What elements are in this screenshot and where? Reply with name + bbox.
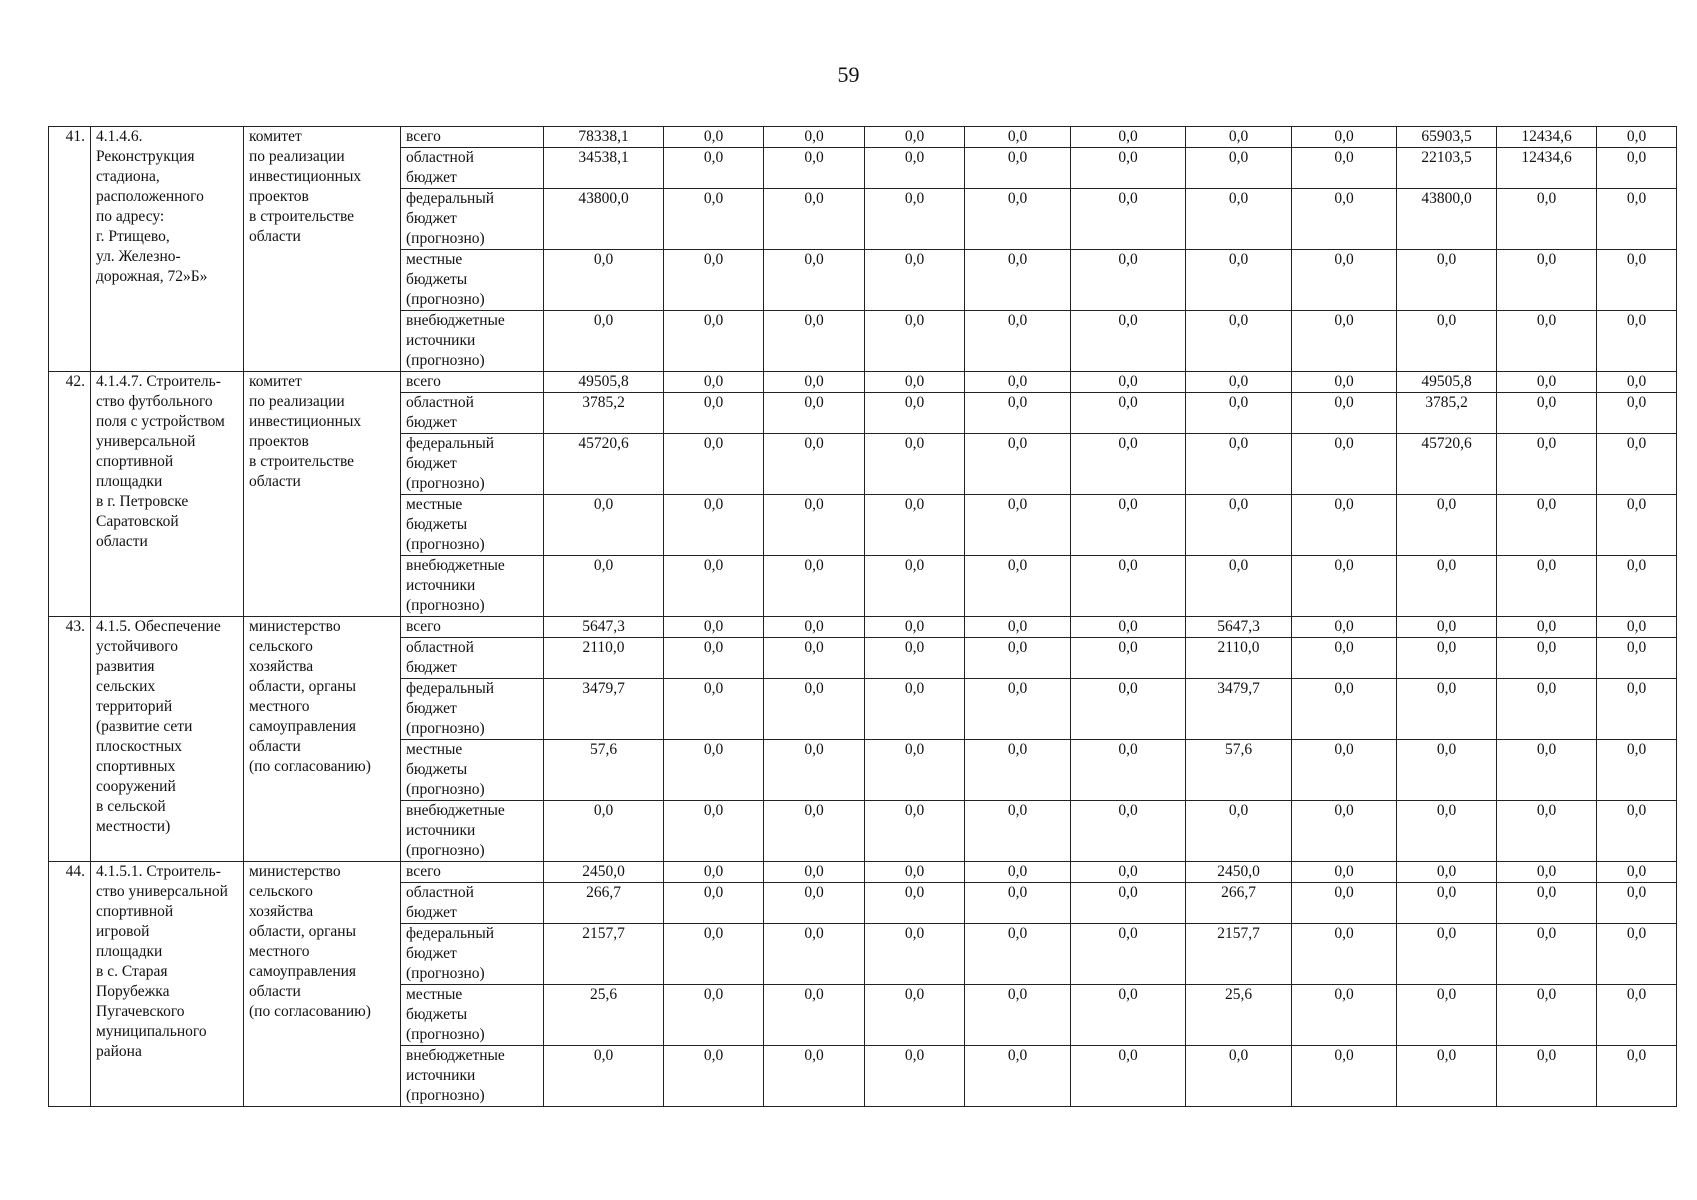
amount-cell: 0,0 <box>1597 740 1677 801</box>
amount-cell: 0,0 <box>1292 1046 1397 1107</box>
amount-cell: 0,0 <box>764 679 865 740</box>
amount-cell: 0,0 <box>1292 189 1397 250</box>
amount-cell: 0,0 <box>865 801 965 862</box>
amount-cell: 0,0 <box>664 679 764 740</box>
amount-cell: 2450,0 <box>1186 862 1292 883</box>
amount-cell: 2450,0 <box>544 862 664 883</box>
amount-cell: 0,0 <box>1292 638 1397 679</box>
amount-cell: 0,0 <box>664 638 764 679</box>
amount-cell: 0,0 <box>1397 924 1497 985</box>
funding-source: федеральный бюджет (прогнозно) <box>401 679 544 740</box>
amount-cell: 22103,5 <box>1397 148 1497 189</box>
amount-cell: 43800,0 <box>1397 189 1497 250</box>
amount-cell: 0,0 <box>1597 862 1677 883</box>
amount-cell: 0,0 <box>1186 148 1292 189</box>
amount-cell: 0,0 <box>865 393 965 434</box>
amount-cell: 0,0 <box>865 127 965 148</box>
amount-cell: 0,0 <box>664 495 764 556</box>
amount-cell: 0,0 <box>965 924 1071 985</box>
amount-cell: 0,0 <box>1597 556 1677 617</box>
amount-cell: 0,0 <box>764 801 865 862</box>
funding-source: местные бюджеты (прогнозно) <box>401 740 544 801</box>
funding-source: федеральный бюджет (прогнозно) <box>401 434 544 495</box>
amount-cell: 0,0 <box>865 495 965 556</box>
funding-source: всего <box>401 617 544 638</box>
amount-cell: 0,0 <box>1597 679 1677 740</box>
amount-cell: 0,0 <box>865 679 965 740</box>
amount-cell: 25,6 <box>544 985 664 1046</box>
amount-cell: 0,0 <box>965 393 1071 434</box>
amount-cell: 0,0 <box>764 924 865 985</box>
financing-table <box>48 126 1677 1107</box>
amount-cell: 0,0 <box>1497 740 1597 801</box>
table-body <box>49 127 1677 1107</box>
amount-cell: 0,0 <box>1497 924 1597 985</box>
amount-cell: 0,0 <box>1292 495 1397 556</box>
funding-source: всего <box>401 127 544 148</box>
funding-source: местные бюджеты (прогнозно) <box>401 985 544 1046</box>
amount-cell: 0,0 <box>1497 985 1597 1046</box>
amount-cell: 3479,7 <box>1186 679 1292 740</box>
amount-cell: 0,0 <box>1497 250 1597 311</box>
amount-cell: 0,0 <box>1186 311 1292 372</box>
amount-cell: 0,0 <box>1497 801 1597 862</box>
funding-source: областной бюджет <box>401 393 544 434</box>
amount-cell: 0,0 <box>544 495 664 556</box>
amount-cell: 0,0 <box>664 393 764 434</box>
funding-source: федеральный бюджет (прогнозно) <box>401 189 544 250</box>
amount-cell: 0,0 <box>1186 1046 1292 1107</box>
amount-cell: 0,0 <box>965 883 1071 924</box>
amount-cell: 0,0 <box>1497 189 1597 250</box>
amount-cell: 0,0 <box>965 985 1071 1046</box>
funding-source: местные бюджеты (прогнозно) <box>401 250 544 311</box>
amount-cell: 0,0 <box>1397 679 1497 740</box>
amount-cell: 0,0 <box>965 679 1071 740</box>
amount-cell: 0,0 <box>1497 393 1597 434</box>
amount-cell: 43800,0 <box>544 189 664 250</box>
amount-cell: 0,0 <box>865 638 965 679</box>
amount-cell: 0,0 <box>1597 638 1677 679</box>
amount-cell: 0,0 <box>664 801 764 862</box>
amount-cell: 2157,7 <box>544 924 664 985</box>
amount-cell: 0,0 <box>1597 985 1677 1046</box>
funding-source: областной бюджет <box>401 638 544 679</box>
amount-cell: 0,0 <box>1397 311 1497 372</box>
funding-source: федеральный бюджет (прогнозно) <box>401 924 544 985</box>
amount-cell: 5647,3 <box>1186 617 1292 638</box>
amount-cell: 0,0 <box>965 250 1071 311</box>
amount-cell: 0,0 <box>544 556 664 617</box>
amount-cell: 0,0 <box>1292 393 1397 434</box>
amount-cell: 2157,7 <box>1186 924 1292 985</box>
amount-cell: 0,0 <box>1597 148 1677 189</box>
amount-cell: 2110,0 <box>1186 638 1292 679</box>
amount-cell: 0,0 <box>764 189 865 250</box>
amount-cell: 0,0 <box>1186 801 1292 862</box>
amount-cell: 0,0 <box>664 883 764 924</box>
amount-cell: 0,0 <box>1497 311 1597 372</box>
funding-source: областной бюджет <box>401 883 544 924</box>
amount-cell: 0,0 <box>1597 1046 1677 1107</box>
amount-cell: 0,0 <box>1292 250 1397 311</box>
amount-cell: 0,0 <box>1071 883 1186 924</box>
amount-cell: 0,0 <box>1186 495 1292 556</box>
amount-cell: 0,0 <box>544 250 664 311</box>
amount-cell: 0,0 <box>764 617 865 638</box>
amount-cell: 0,0 <box>1186 372 1292 393</box>
amount-cell: 0,0 <box>865 311 965 372</box>
amount-cell: 0,0 <box>965 495 1071 556</box>
amount-cell: 0,0 <box>1292 924 1397 985</box>
amount-cell: 0,0 <box>865 924 965 985</box>
amount-cell: 0,0 <box>1397 495 1497 556</box>
amount-cell: 0,0 <box>1397 1046 1497 1107</box>
amount-cell: 0,0 <box>1292 617 1397 638</box>
amount-cell: 0,0 <box>1497 434 1597 495</box>
amount-cell: 0,0 <box>1497 638 1597 679</box>
amount-cell: 0,0 <box>1071 924 1186 985</box>
amount-cell: 0,0 <box>1071 495 1186 556</box>
amount-cell: 0,0 <box>965 740 1071 801</box>
funding-source: внебюджетные источники (прогнозно) <box>401 556 544 617</box>
amount-cell: 0,0 <box>865 148 965 189</box>
amount-cell: 0,0 <box>1497 883 1597 924</box>
row-number: 42. <box>49 372 91 617</box>
amount-cell: 0,0 <box>1186 556 1292 617</box>
amount-cell: 0,0 <box>865 1046 965 1107</box>
amount-cell: 0,0 <box>764 862 865 883</box>
amount-cell: 0,0 <box>764 740 865 801</box>
amount-cell: 0,0 <box>664 127 764 148</box>
amount-cell: 5647,3 <box>544 617 664 638</box>
amount-cell: 0,0 <box>764 556 865 617</box>
amount-cell: 45720,6 <box>544 434 664 495</box>
amount-cell: 0,0 <box>1292 372 1397 393</box>
amount-cell: 0,0 <box>764 393 865 434</box>
amount-cell: 0,0 <box>1397 862 1497 883</box>
amount-cell: 0,0 <box>1497 679 1597 740</box>
amount-cell: 0,0 <box>664 189 764 250</box>
amount-cell: 0,0 <box>1071 393 1186 434</box>
amount-cell: 0,0 <box>1397 801 1497 862</box>
amount-cell: 3479,7 <box>544 679 664 740</box>
amount-cell: 0,0 <box>1397 617 1497 638</box>
amount-cell: 0,0 <box>664 985 764 1046</box>
amount-cell: 0,0 <box>1292 556 1397 617</box>
amount-cell: 0,0 <box>1292 801 1397 862</box>
amount-cell: 65903,5 <box>1397 127 1497 148</box>
amount-cell: 0,0 <box>965 617 1071 638</box>
amount-cell: 0,0 <box>544 1046 664 1107</box>
amount-cell: 0,0 <box>764 127 865 148</box>
amount-cell: 0,0 <box>664 372 764 393</box>
page-number: 59 <box>837 62 860 87</box>
amount-cell: 0,0 <box>1397 250 1497 311</box>
amount-cell: 0,0 <box>664 617 764 638</box>
amount-cell: 0,0 <box>965 189 1071 250</box>
amount-cell: 0,0 <box>965 311 1071 372</box>
amount-cell: 57,6 <box>544 740 664 801</box>
amount-cell: 0,0 <box>1292 679 1397 740</box>
amount-cell: 0,0 <box>865 189 965 250</box>
amount-cell: 0,0 <box>764 638 865 679</box>
amount-cell: 0,0 <box>965 556 1071 617</box>
measure-name: 4.1.4.6. Реконструкция стадиона, расположенного по адресу: г. Ртищево, ул. Железно- дорожная, 72»Б» <box>91 127 244 372</box>
amount-cell: 0,0 <box>664 862 764 883</box>
table-row <box>49 372 1677 393</box>
amount-cell: 3785,2 <box>1397 393 1497 434</box>
amount-cell: 0,0 <box>664 250 764 311</box>
funding-source: всего <box>401 372 544 393</box>
amount-cell: 0,0 <box>1071 801 1186 862</box>
amount-cell: 0,0 <box>865 740 965 801</box>
amount-cell: 0,0 <box>1071 311 1186 372</box>
amount-cell: 0,0 <box>1071 617 1186 638</box>
amount-cell: 57,6 <box>1186 740 1292 801</box>
amount-cell: 0,0 <box>1186 393 1292 434</box>
funding-source: внебюджетные источники (прогнозно) <box>401 311 544 372</box>
amount-cell: 0,0 <box>1397 883 1497 924</box>
amount-cell: 0,0 <box>1597 883 1677 924</box>
amount-cell: 0,0 <box>1292 148 1397 189</box>
amount-cell: 0,0 <box>1597 617 1677 638</box>
amount-cell: 3785,2 <box>544 393 664 434</box>
amount-cell: 0,0 <box>1497 372 1597 393</box>
amount-cell: 0,0 <box>764 1046 865 1107</box>
amount-cell: 0,0 <box>1597 311 1677 372</box>
amount-cell: 0,0 <box>664 434 764 495</box>
amount-cell: 0,0 <box>764 985 865 1046</box>
measure-name: 4.1.5.1. Строитель- ство универсальной спортивной игровой площадки в с. Старая Порубежка Пугачевского муниципального района <box>91 862 244 1107</box>
amount-cell: 0,0 <box>865 372 965 393</box>
amount-cell: 0,0 <box>1071 679 1186 740</box>
amount-cell: 266,7 <box>544 883 664 924</box>
amount-cell: 0,0 <box>544 311 664 372</box>
funding-source: областной бюджет <box>401 148 544 189</box>
amount-cell: 0,0 <box>1497 862 1597 883</box>
amount-cell: 0,0 <box>1071 148 1186 189</box>
amount-cell: 0,0 <box>865 434 965 495</box>
amount-cell: 0,0 <box>865 250 965 311</box>
executor-name: министерство сельского хозяйства области, органы местного самоуправления области (по согласованию) <box>244 617 401 862</box>
amount-cell: 0,0 <box>865 617 965 638</box>
amount-cell: 0,0 <box>544 801 664 862</box>
amount-cell: 0,0 <box>1071 740 1186 801</box>
amount-cell: 0,0 <box>1292 311 1397 372</box>
amount-cell: 0,0 <box>1186 434 1292 495</box>
amount-cell: 0,0 <box>1071 556 1186 617</box>
amount-cell: 34538,1 <box>544 148 664 189</box>
funding-source: внебюджетные источники (прогнозно) <box>401 801 544 862</box>
funding-source: внебюджетные источники (прогнозно) <box>401 1046 544 1107</box>
amount-cell: 0,0 <box>1292 985 1397 1046</box>
amount-cell: 0,0 <box>664 1046 764 1107</box>
amount-cell: 25,6 <box>1186 985 1292 1046</box>
amount-cell: 0,0 <box>1597 189 1677 250</box>
executor-name: министерство сельского хозяйства области, органы местного самоуправления области (по согласованию) <box>244 862 401 1107</box>
amount-cell: 0,0 <box>865 985 965 1046</box>
amount-cell: 0,0 <box>1497 556 1597 617</box>
amount-cell: 0,0 <box>1292 862 1397 883</box>
amount-cell: 0,0 <box>1397 985 1497 1046</box>
amount-cell: 12434,6 <box>1497 148 1597 189</box>
amount-cell: 0,0 <box>965 372 1071 393</box>
amount-cell: 0,0 <box>1071 127 1186 148</box>
amount-cell: 78338,1 <box>544 127 664 148</box>
amount-cell: 0,0 <box>764 883 865 924</box>
amount-cell: 0,0 <box>764 311 865 372</box>
table-row <box>49 862 1677 883</box>
amount-cell: 0,0 <box>965 434 1071 495</box>
amount-cell: 0,0 <box>764 495 865 556</box>
row-number: 43. <box>49 617 91 862</box>
amount-cell: 0,0 <box>1071 1046 1186 1107</box>
amount-cell: 0,0 <box>764 434 865 495</box>
amount-cell: 0,0 <box>764 148 865 189</box>
amount-cell: 0,0 <box>865 883 965 924</box>
amount-cell: 0,0 <box>1071 372 1186 393</box>
amount-cell: 0,0 <box>965 801 1071 862</box>
table-row <box>49 127 1677 148</box>
amount-cell: 0,0 <box>1071 638 1186 679</box>
amount-cell: 0,0 <box>1597 434 1677 495</box>
amount-cell: 0,0 <box>1397 638 1497 679</box>
row-number: 44. <box>49 862 91 1107</box>
amount-cell: 0,0 <box>1071 189 1186 250</box>
amount-cell: 0,0 <box>1186 127 1292 148</box>
amount-cell: 0,0 <box>664 556 764 617</box>
amount-cell: 0,0 <box>764 250 865 311</box>
amount-cell: 0,0 <box>865 556 965 617</box>
amount-cell: 0,0 <box>1071 985 1186 1046</box>
amount-cell: 0,0 <box>1597 127 1677 148</box>
amount-cell: 49505,8 <box>1397 372 1497 393</box>
amount-cell: 0,0 <box>965 148 1071 189</box>
amount-cell: 0,0 <box>965 638 1071 679</box>
amount-cell: 0,0 <box>1186 189 1292 250</box>
funding-source: всего <box>401 862 544 883</box>
executor-name: комитет по реализации инвестиционных проектов в строительстве области <box>244 127 401 372</box>
amount-cell: 0,0 <box>1292 883 1397 924</box>
amount-cell: 49505,8 <box>544 372 664 393</box>
table-row <box>49 617 1677 638</box>
amount-cell: 0,0 <box>1292 434 1397 495</box>
funding-source: местные бюджеты (прогнозно) <box>401 495 544 556</box>
amount-cell: 0,0 <box>1497 495 1597 556</box>
amount-cell: 0,0 <box>1597 801 1677 862</box>
amount-cell: 0,0 <box>1397 556 1497 617</box>
amount-cell: 0,0 <box>664 148 764 189</box>
amount-cell: 0,0 <box>1597 495 1677 556</box>
amount-cell: 0,0 <box>664 740 764 801</box>
amount-cell: 2110,0 <box>544 638 664 679</box>
amount-cell: 0,0 <box>965 127 1071 148</box>
amount-cell: 0,0 <box>965 1046 1071 1107</box>
amount-cell: 0,0 <box>1292 127 1397 148</box>
measure-name: 4.1.4.7. Строитель- ство футбольного поля с устройством универсальной спортивной площадки в г. Петровске Саратовской области <box>91 372 244 617</box>
amount-cell: 0,0 <box>1397 740 1497 801</box>
amount-cell: 0,0 <box>965 862 1071 883</box>
amount-cell: 0,0 <box>1292 740 1397 801</box>
amount-cell: 0,0 <box>865 862 965 883</box>
amount-cell: 266,7 <box>1186 883 1292 924</box>
executor-name: комитет по реализации инвестиционных проектов в строительстве области <box>244 372 401 617</box>
amount-cell: 0,0 <box>764 372 865 393</box>
amount-cell: 0,0 <box>1497 1046 1597 1107</box>
amount-cell: 0,0 <box>664 924 764 985</box>
amount-cell: 0,0 <box>1497 617 1597 638</box>
amount-cell: 0,0 <box>1597 393 1677 434</box>
measure-name: 4.1.5. Обеспечение устойчивого развития сельских территорий (развитие сети плоскостных спортивных сооружений в сельской местности) <box>91 617 244 862</box>
row-number: 41. <box>49 127 91 372</box>
amount-cell: 0,0 <box>664 311 764 372</box>
amount-cell: 45720,6 <box>1397 434 1497 495</box>
amount-cell: 0,0 <box>1071 250 1186 311</box>
amount-cell: 0,0 <box>1597 250 1677 311</box>
amount-cell: 0,0 <box>1186 250 1292 311</box>
amount-cell: 0,0 <box>1597 372 1677 393</box>
amount-cell: 0,0 <box>1597 924 1677 985</box>
amount-cell: 0,0 <box>1071 434 1186 495</box>
amount-cell: 0,0 <box>1071 862 1186 883</box>
amount-cell: 12434,6 <box>1497 127 1597 148</box>
